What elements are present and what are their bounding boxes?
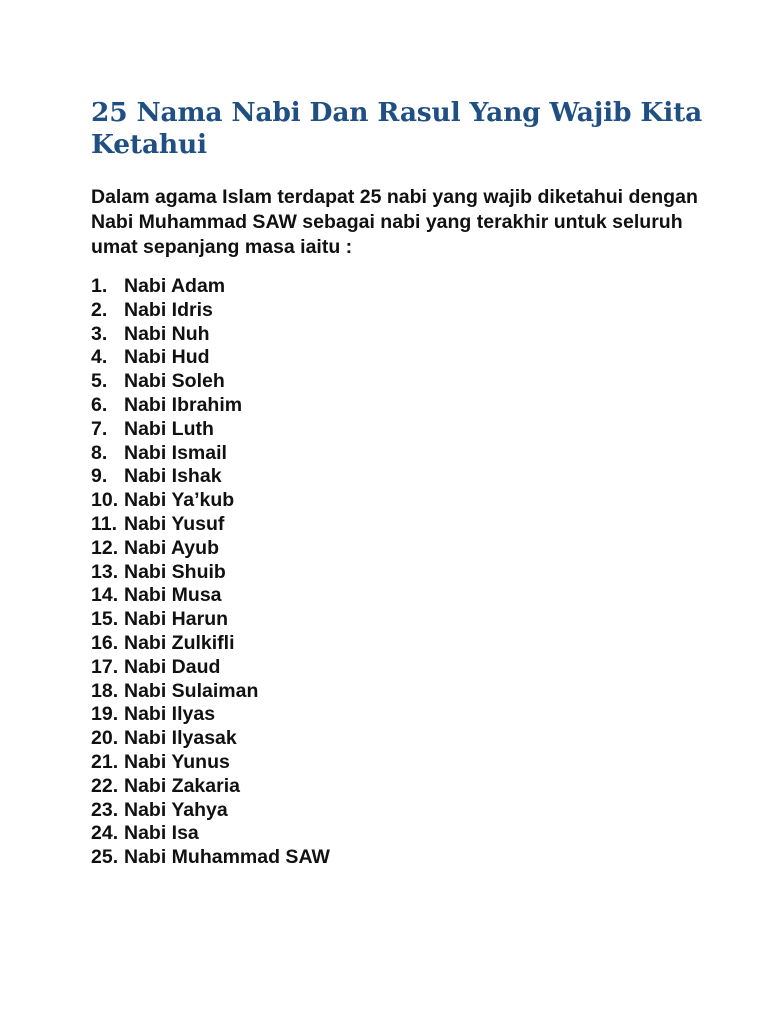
list-item-number: 9.: [91, 465, 108, 488]
list-item-number: 24.: [91, 822, 119, 845]
list-item-name: Nabi Shuib: [124, 560, 226, 583]
list-item: [91, 465, 708, 489]
list-item-name: Nabi Ilyas: [124, 703, 216, 726]
list-item-name: Nabi Ilyasak: [124, 727, 237, 750]
list-item: [91, 608, 708, 632]
list-item-name: Nabi Idris: [124, 298, 213, 321]
list-item-number: 13.: [91, 560, 119, 583]
list-item: [91, 561, 708, 585]
nabi-list: [91, 275, 708, 870]
list-item-name: Nabi Soleh: [124, 370, 225, 393]
list-item-number: 22.: [91, 774, 119, 797]
list-item-name: Nabi Ayub: [124, 536, 219, 559]
list-item-number: 15.: [91, 608, 119, 631]
list-item-name: Nabi Zulkifli: [124, 631, 235, 654]
list-item-name: Nabi Ishak: [124, 465, 222, 488]
list-item: [91, 323, 708, 347]
list-item-number: 6.: [91, 393, 108, 416]
list-item-number: 14.: [91, 584, 119, 607]
list-item: [91, 513, 708, 537]
list-item: [91, 846, 708, 870]
list-item: [91, 299, 708, 323]
list-item: [91, 370, 708, 394]
list-item-name: Nabi Zakaria: [124, 774, 240, 797]
list-item: [91, 489, 708, 513]
list-item-name: Nabi Ibrahim: [124, 393, 243, 416]
list-item-number: 4.: [91, 346, 108, 369]
list-item-name: Nabi Daud: [124, 655, 221, 678]
list-item-number: 5.: [91, 370, 108, 393]
intro-paragraph: Dalam agama Islam terdapat 25 nabi yang wajib diketahui dengan Nabi Muhammad SAW sebagai nabi yang terakhir untuk seluruh umat sepanjang masa iaitu :: [91, 186, 698, 258]
list-item-number: 25.: [91, 846, 119, 869]
list-item: [91, 775, 708, 799]
list-item: [91, 394, 708, 418]
list-item: [91, 680, 708, 704]
list-item: [91, 418, 708, 442]
list-item-name: Nabi Yusuf: [124, 512, 225, 535]
list-item-number: 2.: [91, 298, 108, 321]
list-item-number: 18.: [91, 679, 119, 702]
list-item: [91, 346, 708, 370]
list-item-number: 7.: [91, 417, 108, 440]
list-item: [91, 703, 708, 727]
list-item-number: 12.: [91, 536, 119, 559]
list-item-name: Nabi Hud: [124, 346, 210, 369]
list-item-number: 8.: [91, 441, 108, 464]
list-item-name: Nabi Sulaiman: [124, 679, 259, 702]
list-item-name: Nabi Isa: [124, 822, 199, 845]
list-item-name: Nabi Ismail: [124, 441, 227, 464]
list-item: [91, 275, 708, 299]
list-item-name: Nabi Luth: [124, 417, 214, 440]
list-item-number: 16.: [91, 631, 119, 654]
list-item: [91, 799, 708, 823]
list-item-number: 19.: [91, 703, 119, 726]
list-item-number: 11.: [91, 512, 118, 535]
list-item: [91, 751, 708, 775]
list-item: [91, 442, 708, 466]
list-item: [91, 822, 708, 846]
list-item-number: 3.: [91, 322, 108, 345]
list-item-name: Nabi Ya’kub: [124, 489, 235, 512]
list-item-name: Nabi Nuh: [124, 322, 210, 345]
list-item-name: Nabi Musa: [124, 584, 222, 607]
list-item-name: Nabi Yunus: [124, 750, 230, 773]
list-item-number: 21.: [91, 750, 119, 773]
list-item: [91, 632, 708, 656]
list-item-number: 17.: [91, 655, 119, 678]
list-item-number: 20.: [91, 727, 119, 750]
list-item-number: 23.: [91, 798, 119, 821]
list-item-number: 1.: [91, 275, 108, 297]
list-item-name: Nabi Harun: [124, 608, 229, 631]
list-item: [91, 727, 708, 751]
list-item: [91, 537, 708, 561]
list-item-number: 10.: [91, 489, 119, 512]
document-title: 25 Nama Nabi Dan Rasul Yang Wajib Kita Ketahui: [91, 97, 703, 160]
list-item-name: Nabi Yahya: [124, 798, 228, 821]
list-item-name: Nabi Adam: [124, 275, 226, 297]
list-item: [91, 584, 708, 608]
list-item: [91, 656, 708, 680]
list-item-name: Nabi Muhammad SAW: [124, 846, 330, 869]
